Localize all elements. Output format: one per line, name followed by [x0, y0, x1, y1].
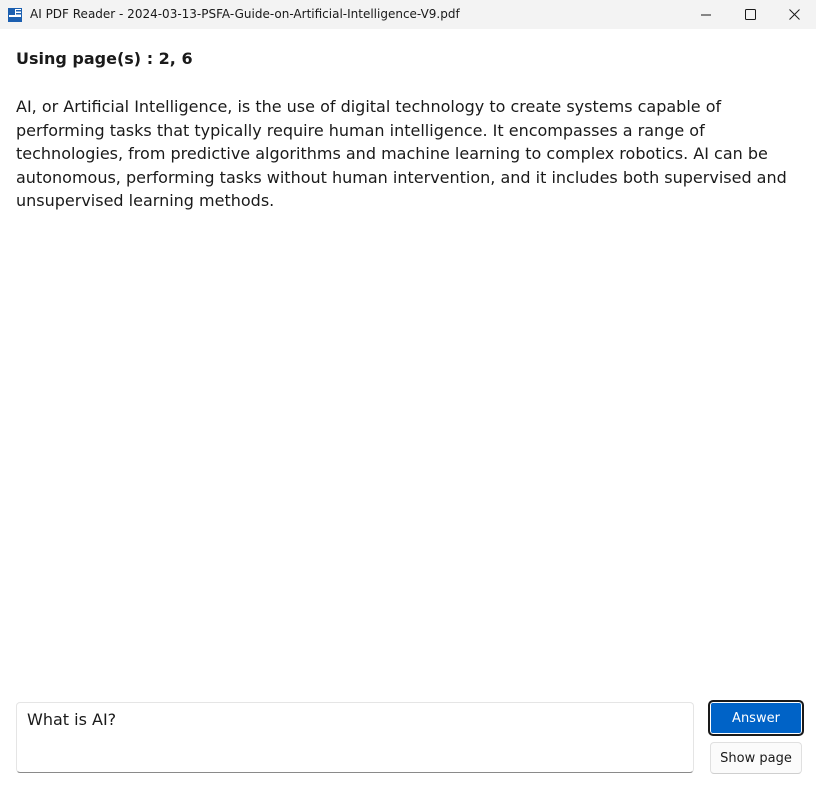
answer-button[interactable]: Answer — [708, 700, 804, 736]
close-icon — [789, 5, 800, 24]
minimize-icon — [701, 5, 711, 24]
question-input[interactable] — [16, 702, 694, 773]
minimize-button[interactable] — [683, 0, 729, 29]
title-bar[interactable] — [0, 0, 816, 29]
pdf-reader-icon — [8, 7, 22, 21]
pages-used-heading: Using page(s) : 2, 6 — [16, 49, 193, 68]
answer-text: AI, or Artificial Intelligence, is the use of digital technology to create systems capable of performing tasks that typically require human intelligence. It encompasses a range of technologies, from predictive algorithms and machine learning to complex robotics. AI can be autonomous, performing tasks without human intervention, and it includes both supervised and unsupervised learning methods. — [16, 97, 787, 211]
window-title: AI PDF Reader - 2024-03-13-PSFA-Guide-on-Artificial-Intelligence-V9.pdf — [30, 7, 460, 21]
maximize-icon — [745, 5, 756, 24]
maximize-button[interactable] — [727, 0, 773, 29]
close-button[interactable] — [771, 0, 816, 29]
show-page-button[interactable]: Show page — [710, 742, 802, 774]
